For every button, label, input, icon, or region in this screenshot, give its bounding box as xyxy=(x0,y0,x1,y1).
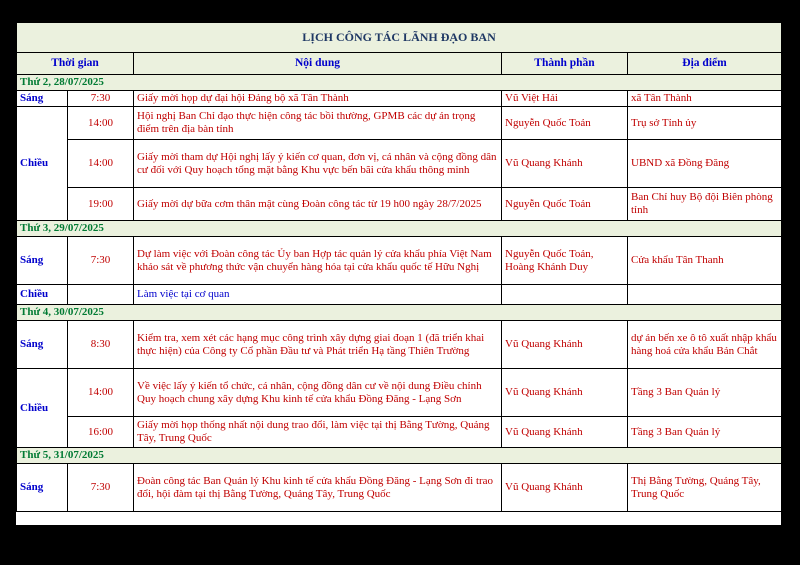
participants-cell: Vũ Quang Khánh xyxy=(502,140,628,188)
location-cell: UBND xã Đồng Đăng xyxy=(628,140,782,188)
schedule-row xyxy=(17,107,782,140)
participants-cell: Vũ Quang Khánh xyxy=(502,464,628,512)
header-row xyxy=(17,53,782,75)
time-cell: 7:30 xyxy=(68,464,134,512)
session-label: Sáng xyxy=(17,91,68,107)
time-cell: 7:30 xyxy=(68,237,134,285)
content-cell: Hội nghị Ban Chỉ đạo thực hiện công tác bồi thường, GPMB các dự án trọng điểm trên địa bàn tỉnh xyxy=(134,107,502,140)
day-row xyxy=(17,305,782,321)
day-label: Thứ 5, 31/07/2025 xyxy=(17,448,782,464)
day-row xyxy=(17,221,782,237)
time-cell: 19:00 xyxy=(68,188,134,221)
page-title: LỊCH CÔNG TÁC LÃNH ĐẠO BAN xyxy=(17,23,782,53)
day-label: Thứ 4, 30/07/2025 xyxy=(17,305,782,321)
content-cell: Dự làm việc với Đoàn công tác Ủy ban Hợp tác quản lý cửa khẩu phía Việt Nam khảo sát về phương thức vận chuyển hàng hóa tại cửa khẩu quốc tế Hữu Nghị xyxy=(134,237,502,285)
day-row xyxy=(17,448,782,464)
session-label: Sáng xyxy=(17,237,68,285)
schedule-row xyxy=(17,140,782,188)
participants-cell: Vũ Việt Hải xyxy=(502,91,628,107)
content-cell: Giấy mời tham dự Hội nghị lấy ý kiến cơ quan, đơn vị, cá nhân và cộng đồng dân cư đối với Quy hoạch tổng mặt bằng Khu vực bến bãi cửa khẩu thông minh xyxy=(134,140,502,188)
title-row xyxy=(17,23,782,53)
location-cell: dự án bến xe ô tô xuất nhập khẩu hàng hoá cửa khẩu Bản Chắt xyxy=(628,321,782,369)
location-cell: Tầng 3 Ban Quản lý xyxy=(628,417,782,448)
content-cell: Kiểm tra, xem xét các hạng mục công trình xây dựng giai đoạn 1 (đã triển khai thực hiện) của Công ty Cổ phần Đầu tư và Phát triển Hạ tầng Thiên Trường xyxy=(134,321,502,369)
day-row xyxy=(17,75,782,91)
schedule-sheet xyxy=(16,22,781,525)
time-cell: 8:30 xyxy=(68,321,134,369)
time-cell xyxy=(68,285,134,305)
participants-cell xyxy=(502,285,628,305)
content-cell: Giấy mời dự bữa cơm thân mật cùng Đoàn công tác từ 19 h00 ngày 28/7/2025 xyxy=(134,188,502,221)
session-label: Chiều xyxy=(17,285,68,305)
session-label: Sáng xyxy=(17,464,68,512)
location-cell: Ban Chỉ huy Bộ đội Biên phòng tỉnh xyxy=(628,188,782,221)
schedule-row xyxy=(17,464,782,512)
participants-cell: Nguyễn Quốc Toản xyxy=(502,107,628,140)
location-cell xyxy=(628,285,782,305)
session-label: Sáng xyxy=(17,321,68,369)
day-label: Thứ 2, 28/07/2025 xyxy=(17,75,782,91)
content-cell: Đoàn công tác Ban Quản lý Khu kinh tế cửa khẩu Đồng Đăng - Lạng Sơn đi trao đổi, hội đàm tại thị Bằng Tường, Quảng Tây, Trung Quốc xyxy=(134,464,502,512)
time-cell: 14:00 xyxy=(68,107,134,140)
schedule-row xyxy=(17,188,782,221)
time-cell: 16:00 xyxy=(68,417,134,448)
location-cell: Cửa khẩu Tân Thanh xyxy=(628,237,782,285)
session-label: Chiều xyxy=(17,107,68,221)
time-cell: 7:30 xyxy=(68,91,134,107)
header-participants: Thành phần xyxy=(502,53,628,75)
schedule-row xyxy=(17,285,782,305)
participants-cell: Nguyễn Quốc Toản, Hoàng Khánh Duy xyxy=(502,237,628,285)
header-content: Nội dung xyxy=(134,53,502,75)
session-label: Chiều xyxy=(17,369,68,448)
participants-cell: Vũ Quang Khánh xyxy=(502,417,628,448)
schedule-row xyxy=(17,321,782,369)
location-cell: Tầng 3 Ban Quản lý xyxy=(628,369,782,417)
participants-cell: Vũ Quang Khánh xyxy=(502,321,628,369)
schedule-row xyxy=(17,369,782,417)
time-cell: 14:00 xyxy=(68,369,134,417)
location-cell: Thị Bằng Tường, Quảng Tây, Trung Quốc xyxy=(628,464,782,512)
location-cell: Trụ sở Tỉnh ủy xyxy=(628,107,782,140)
schedule-table xyxy=(16,22,781,512)
content-cell: Làm việc tại cơ quan xyxy=(134,285,502,305)
schedule-row xyxy=(17,237,782,285)
content-cell: Về việc lấy ý kiến tổ chức, cá nhân, cộng đồng dân cư về nội dung Điều chỉnh Quy hoạch chung xây dựng Khu kinh tế cửa khẩu Đồng Đăng - Lạng Sơn xyxy=(134,369,502,417)
header-time: Thời gian xyxy=(17,53,134,75)
schedule-row xyxy=(17,91,782,107)
participants-cell: Nguyễn Quốc Toản xyxy=(502,188,628,221)
location-cell: xã Tân Thành xyxy=(628,91,782,107)
content-cell: Giấy mời họp dự đại hội Đảng bộ xã Tân Thành xyxy=(134,91,502,107)
participants-cell: Vũ Quang Khánh xyxy=(502,369,628,417)
day-label: Thứ 3, 29/07/2025 xyxy=(17,221,782,237)
time-cell: 14:00 xyxy=(68,140,134,188)
schedule-row xyxy=(17,417,782,448)
content-cell: Giấy mời họp thống nhất nội dung trao đổi, làm việc tại thị Bằng Tường, Quảng Tây, Trung Quốc xyxy=(134,417,502,448)
header-location: Địa điểm xyxy=(628,53,782,75)
